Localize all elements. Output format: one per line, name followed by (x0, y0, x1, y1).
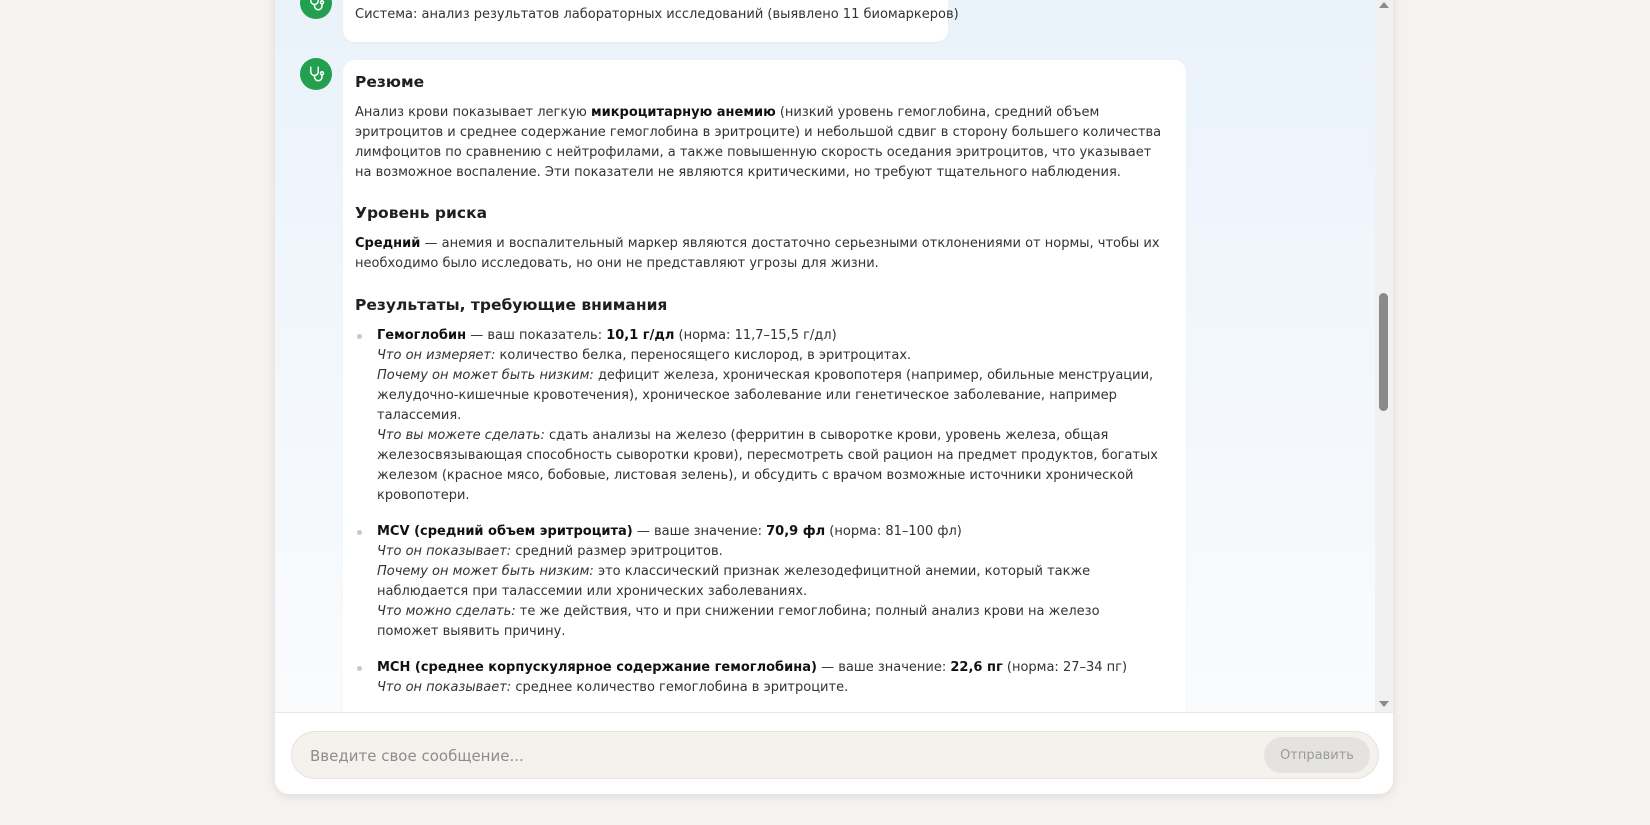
line-label: Что он измеряет: (377, 348, 496, 363)
risk-description: — анемия и воспалительный маркер являются достаточно серьезными отклонениями от нормы, чтобы их необходимо было исследовать, но они не представляют угрозы для жизни. (355, 236, 1160, 271)
summary-text (355, 103, 1165, 183)
system-message (343, 0, 959, 42)
stethoscope-icon (307, 65, 325, 83)
line-label: Что он показывает: (377, 680, 512, 695)
line-label: Что можно сделать: (377, 604, 516, 619)
bullet (357, 666, 362, 671)
risk-text (355, 234, 1165, 274)
line-text: сдать анализы на железо (ферритин в сыворотке крови, уровень железа, общая железосвязывающая способность сыворотки крови), пересмотреть свой рацион на предмет продуктов, богатых железом (красное мясо, бобовые, листовая зелень), и обсудить с врачом возможные источники хронической кровопотери. (377, 428, 1158, 503)
composer (275, 712, 1393, 794)
biomarker-value: 22,6 пг (950, 660, 1003, 675)
list-item (355, 658, 1165, 698)
value-prefix: — ваш показатель: (466, 328, 607, 343)
list-item (355, 326, 1165, 506)
scroll-up-arrow-icon[interactable] (1379, 2, 1389, 8)
scroll-down-arrow-icon[interactable] (1379, 701, 1389, 707)
biomarker-value: 10,1 г/дл (606, 328, 675, 343)
assistant-message (343, 60, 1186, 712)
line-text: количество белка, переносящего кислород, в эритроцитах. (495, 348, 912, 363)
list-item (355, 522, 1165, 642)
line-label: Что он показывает: (377, 544, 512, 559)
biomarker-name: Гемоглобин (377, 328, 467, 343)
chat-panel (275, 0, 1393, 794)
summary-text-part: Анализ крови показывает легкую (355, 105, 591, 120)
line-text: это классический признак железодефицитной анемии, который также наблюдается при талассемии или хронических заболеваниях. (377, 564, 1091, 599)
message-input-wrapper (291, 731, 1379, 779)
results-heading: Результаты, требующие внимания (355, 296, 668, 314)
line-text: среднее количество гемоглобина в эритроците. (511, 680, 849, 695)
summary-heading: Резюме (355, 73, 425, 91)
biomarker-norm: (норма: 11,7–15,5 г/дл) (674, 328, 837, 343)
assistant-avatar (300, 58, 332, 90)
biomarker-norm: (норма: 81–100 фл) (825, 524, 962, 539)
line-label: Что вы можете сделать: (377, 428, 545, 443)
bullet (357, 530, 362, 535)
line-label: Почему он может быть низким: (377, 564, 594, 579)
line-text: средний размер эритроцитов. (511, 544, 723, 559)
biomarker-norm: (норма: 27–34 пг) (1002, 660, 1128, 675)
value-prefix: — ваше значение: (632, 524, 767, 539)
risk-level: Средний (355, 236, 421, 251)
stethoscope-icon (307, 0, 325, 12)
send-button[interactable]: Отправить (1264, 737, 1370, 773)
biomarker-name: MCH (среднее корпускулярное содержание гемоглобина) (377, 660, 817, 675)
message-list[interactable] (275, 0, 1375, 712)
risk-heading: Уровень риска (355, 204, 488, 222)
summary-text-part: (низкий уровень гемоглобина, средний объем эритроцитов и среднее содержание гемоглобина в эритроците) и небольшой сдвиг в сторону большего количества лимфоцитов по сравнению с нейтрофилами, а также повышенную скорость оседания эритроцитов, что указывает на возможное воспаление. Эти показатели не являются критическими, но требуют тщательного наблюдения. (355, 105, 1162, 180)
bullet (357, 334, 362, 339)
biomarker-name: MCV (средний объем эритроцита) (377, 524, 633, 539)
line-label: Почему он может быть низким: (377, 368, 594, 383)
value-prefix: — ваше значение: (816, 660, 951, 675)
biomarker-value: 70,9 фл (766, 524, 826, 539)
results-list (355, 326, 1165, 712)
assistant-avatar (300, 0, 332, 19)
line-text: дефицит железа, хроническая кровопотеря (например, обильные менструации, желудочно-кишечные кровотечения), хроническое заболевание или генетическое заболевание, например талассемия. (377, 368, 1154, 423)
system-message-text: Система: анализ результатов лабораторных исследований (выявлено 11 биомаркеров) (355, 7, 959, 22)
message-input[interactable] (308, 732, 1212, 780)
line-text: те же действия, что и при снижении гемоглобина; полный анализ крови на железо поможет выявить причину. (377, 604, 1100, 639)
scrollbar[interactable] (1375, 0, 1393, 712)
scrollbar-thumb[interactable] (1379, 293, 1388, 411)
summary-bold: микроцитарную анемию (591, 105, 776, 120)
